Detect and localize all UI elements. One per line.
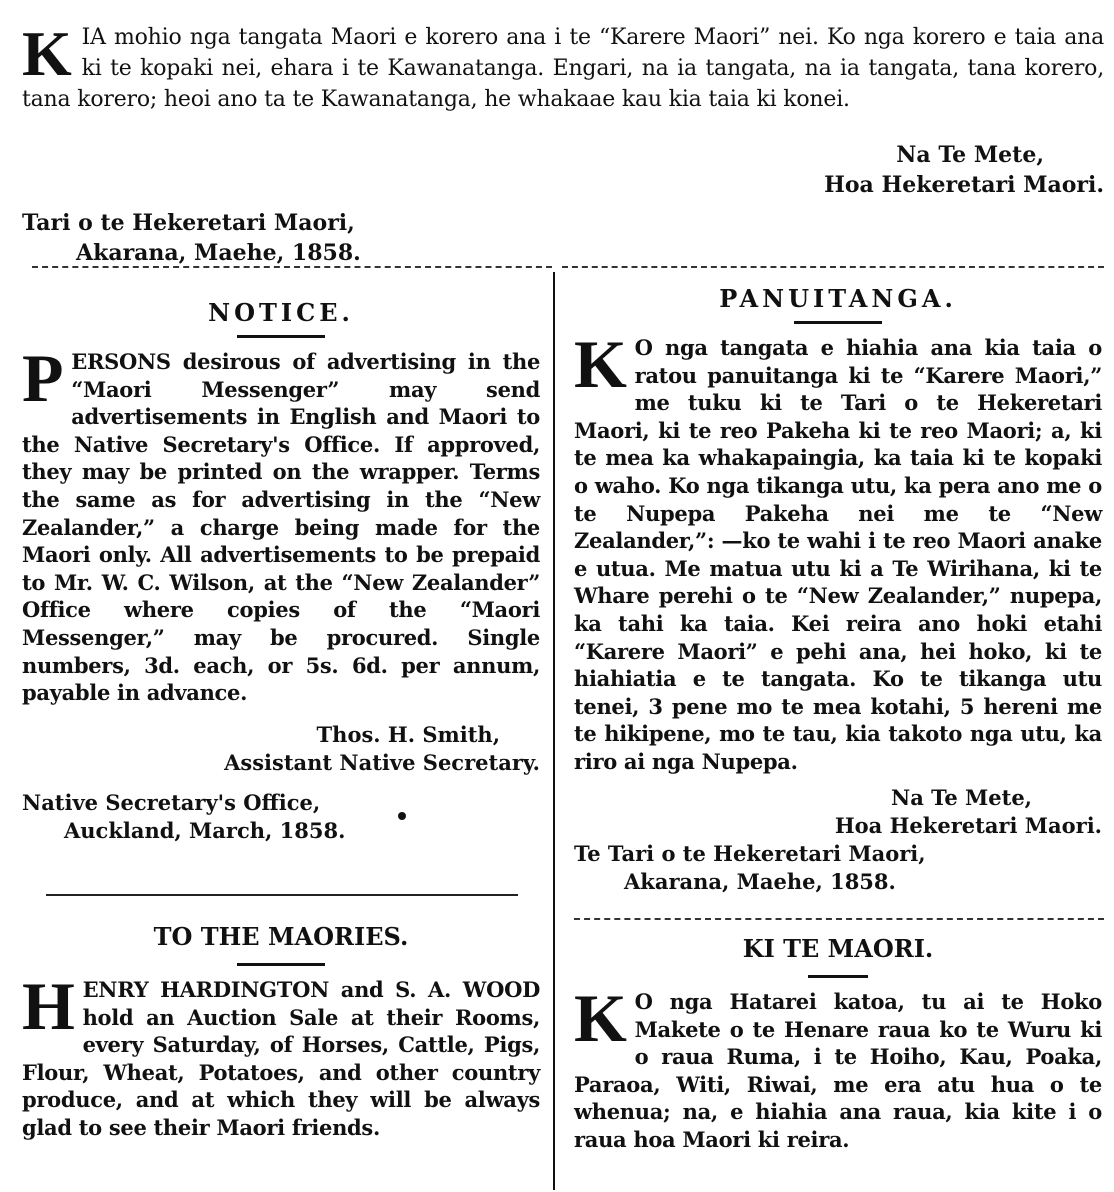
kite-maori-heading: KI TE MAORI. [742, 934, 934, 963]
panuitanga-section [574, 284, 1102, 896]
divider-top-right [562, 266, 1104, 268]
notice-dropcap: P [22, 340, 64, 416]
divider-right-mid [574, 918, 1104, 920]
notice-office-line1: Native Secretary's Office, [22, 789, 321, 815]
notice-heading: NOTICE. [208, 298, 354, 327]
to-maories-text: ENRY HARDINGTON and S. A. WOOD hold an Auction Sale at their Rooms, every Saturday, of Horses, Cattle, Pigs, Flour, Wheat, Potatoes, and other country produce, and at which they will be always glad to see their Maori friends. [22, 977, 540, 1140]
divider-left-mid [46, 894, 518, 896]
kite-maori-section [574, 934, 1102, 1154]
to-maories-paragraph [22, 968, 540, 1142]
top-notice [22, 18, 1104, 266]
top-notice-signature [824, 140, 1104, 200]
panuitanga-office-line1: Te Tari o te Hekeretari Maori, [574, 840, 926, 866]
top-office-line2: Akarana, Maehe, 1858. [76, 240, 361, 266]
panuitanga-paragraph [574, 326, 1102, 776]
notice-signature-title: Assistant Native Secretary. [224, 749, 540, 775]
notice-signature-name: Thos. H. Smith, [316, 721, 500, 747]
divider-top-left [32, 266, 552, 268]
notice-heading-rule [237, 335, 325, 338]
panuitanga-heading-rule [794, 321, 882, 324]
top-notice-office [22, 208, 361, 268]
notice-paragraph [22, 340, 540, 707]
panuitanga-office-line2: Akarana, Maehe, 1858. [624, 868, 896, 894]
notice-signature [22, 721, 540, 777]
kite-maori-paragraph [574, 980, 1102, 1154]
column-divider [553, 272, 555, 1190]
top-notice-paragraph [22, 18, 1104, 115]
panuitanga-heading: PANUITANGA. [719, 284, 957, 313]
notice-office-line2: Auckland, March, 1858. [64, 817, 346, 843]
top-office-line1: Tari o te Hekeretari Maori, [22, 210, 355, 236]
top-notice-dropcap: K [22, 18, 72, 89]
to-maories-heading: TO THE MAORIES. [153, 922, 409, 951]
ink-dot [398, 812, 406, 820]
notice-office [22, 789, 540, 845]
notice-text: ERSONS desirous of advertising in the “Maori Messenger” may send advertisements in English and Maori to the Native Secretary's Office. If approved, they may be printed on the wrapper. Terms the same as for advertising in the “New Zealander,” a charge being made for the Maori only. All advertisements to be prepaid to Mr. W. C. Wilson, at the “New Zealander” Office where copies of the “Maori Messenger,” may be procured. Single numbers, 3d. each, or 5s. 6d. per annum, payable in advance. [22, 349, 540, 706]
to-maories-dropcap: H [22, 968, 75, 1044]
panuitanga-signature-name: Na Te Mete, [891, 784, 1032, 810]
panuitanga-signature-title: Hoa Hekeretari Maori. [834, 812, 1102, 838]
notice-section [22, 298, 540, 845]
top-signature-title: Hoa Hekeretari Maori. [824, 172, 1104, 198]
to-maories-heading-rule [237, 963, 325, 966]
kite-maori-dropcap: K [574, 980, 627, 1056]
kite-maori-heading-rule [808, 975, 868, 978]
panuitanga-office [574, 840, 1102, 896]
panuitanga-signature [574, 784, 1102, 840]
top-signature-name: Na Te Mete, [896, 142, 1044, 168]
kite-maori-text: O nga Hatarei katoa, tu ai te Hoko Makete o te Henare raua ko te Wuru ki o raua Ruma, i te Hoiho, Kau, Poaka, Paraoa, Witi, Riwai, me era atu hua o te whenua; na, e hiahia ana raua, kia kite i o raua hoa Maori ki reira. [574, 989, 1102, 1152]
to-maories-section [22, 922, 540, 1142]
panuitanga-dropcap: K [574, 326, 627, 402]
top-notice-text: IA mohio nga tangata Maori e korero ana i te “Karere Maori” nei. Ko nga korero e taia ana ki te kopaki nei, ehara i te Kawanatanga. Engari, na ia tangata, na ia tangata, tana korero, tana korero; heoi ano ta te Kawanatanga, he whakaae kau kia taia ki konei. [22, 25, 1104, 112]
panuitanga-text: O nga tangata e hiahia ana kia taia o ratou panuitanga ki te “Karere Maori,” me tuku ki te Tari o te Hekeretari Maori, ki te reo Pakeha ki te reo Maori; a, ki te mea ka whakapaingia, ka taia ki te kopaki o waho. Ko nga tikanga utu, ka pera ano me o te Nupepa Pakeha nei me te “New Zealander,”: —ko te wahi i te reo Maori anake e utua. Me matua utu ki a Te Wirihana, ki te Whare perehi o te “New Zealander,” nupepa, ka tahi ka taia. Kei reira ano hoki etahi “Karere Maori” e pehi ana, hei hoko, ki te hiahiatia e te tangata. Ko te tikanga utu tenei, 3 pene mo te mea kotahi, 5 hereni me te hikipene, mo te tau, kia takoto nga utu, ka riro ai nga Nupepa. [574, 335, 1102, 774]
